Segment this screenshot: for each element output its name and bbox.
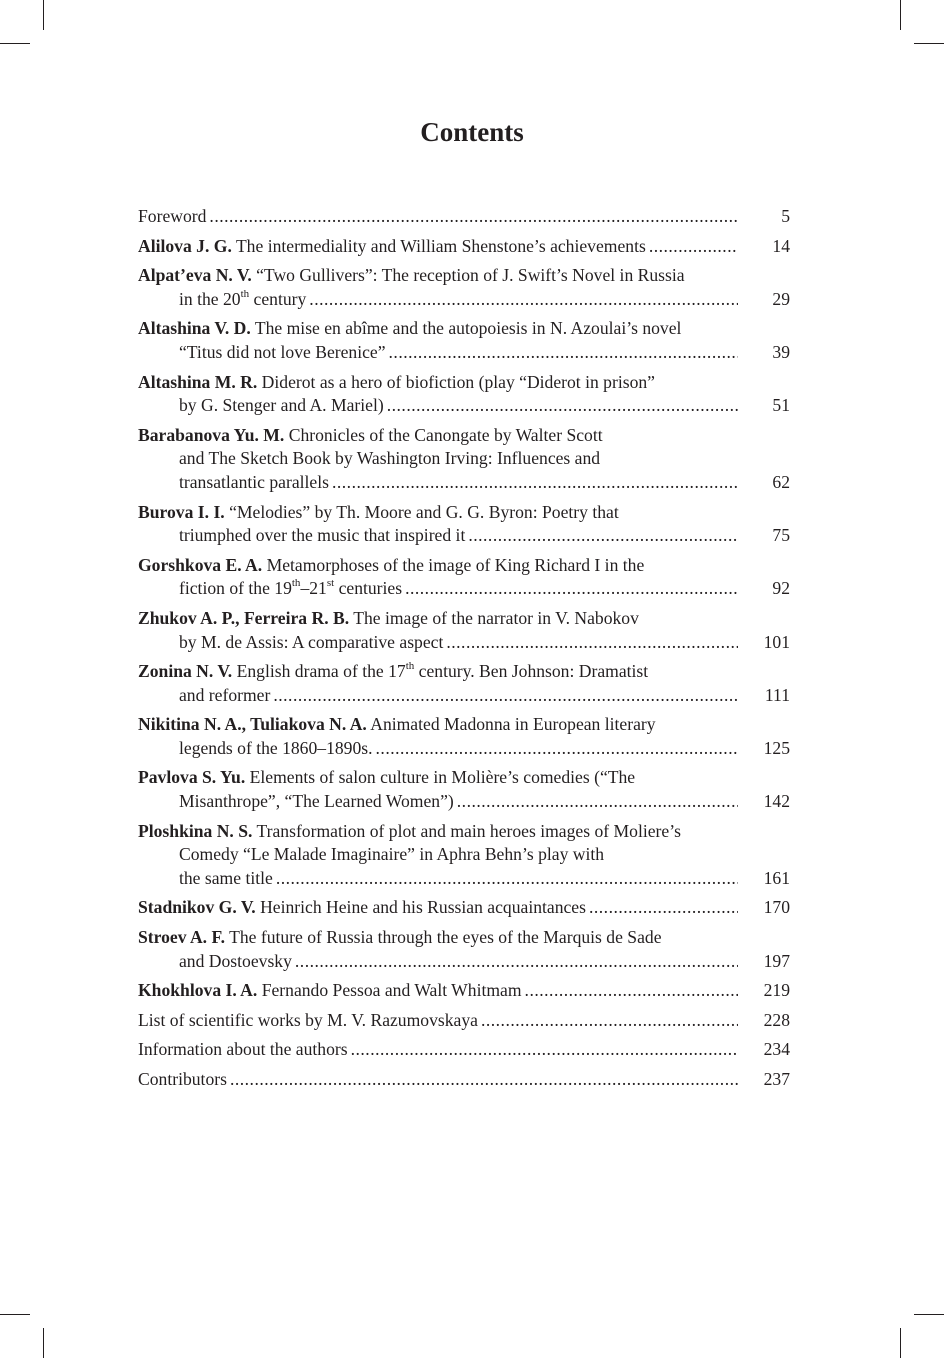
toc-entry-author: Burova I. I.	[138, 501, 225, 522]
toc-entry-title: Diderot as a hero of biofiction (play “Diderot in prison”	[261, 371, 655, 392]
toc-entry[interactable]: Altashina M. R. Diderot as a hero of biofiction (play “Diderot in prison” by G. Stenger and A. Mariel) ..... 51	[138, 371, 790, 418]
toc-entry-author: Khokhlova I. A.	[138, 980, 258, 1001]
toc-entry[interactable]: Gorshkova E. A. Metamorphoses of the image of King Richard I in the fiction of the 19th–21st centuries ..... 92	[138, 554, 790, 601]
toc-page-number: 234	[763, 1039, 790, 1060]
toc-page-number: 197	[763, 950, 790, 971]
toc-page-number: 92	[772, 578, 790, 599]
toc-entry-title: The image of the narrator in V. Nabokov	[353, 607, 639, 628]
crop-mark	[914, 43, 944, 44]
toc-page-number: 237	[763, 1069, 790, 1089]
crop-mark	[0, 1314, 30, 1315]
toc-entry-author: Alpat’eva N. V.	[138, 265, 252, 286]
toc-entry-title: Foreword	[138, 206, 207, 226]
toc-entry[interactable]: Pavlova S. Yu. Elements of salon culture in Molière’s comedies (“The Misanthrope”, “The Learned Women”) ..... 142	[138, 766, 790, 813]
crop-mark	[914, 1314, 944, 1315]
toc-entry-title: The intermediality and William Shenstone’s achievements	[235, 235, 646, 256]
crop-mark	[0, 43, 30, 44]
toc-entry-title: English drama of the 17th century. Ben Johnson: Dramatist	[236, 660, 649, 682]
toc-page-number: 228	[763, 1009, 790, 1030]
toc-entry-title: Information about the authors	[138, 1039, 348, 1060]
toc-entry-title: List of scientific works by M. V. Razumovskaya	[138, 1009, 478, 1030]
toc-entry[interactable]	[138, 1068, 790, 1092]
toc-page-number: 29	[772, 288, 790, 309]
toc-entry[interactable]: Barabanova Yu. M. Chronicles of the Canongate by Walter Scott and The Sketch Book by Washington Irving: Influences and transatlantic parallels ..... 62	[138, 424, 790, 495]
toc-entry-author: Stroev A. F.	[138, 927, 225, 948]
toc-entry-title: Animated Madonna in European literary	[370, 714, 656, 735]
toc-entry[interactable]: Zhukov A. P., Ferreira R. B. The image of the narrator in V. Nabokov by M. de Assis: A comparative aspect ..... 101	[138, 607, 790, 654]
toc-entry-title: “Melodies” by Th. Moore and G. G. Byron: Poetry that	[229, 501, 619, 522]
toc-entry-author: Pavlova S. Yu.	[138, 767, 246, 788]
toc-entry[interactable]: Ploshkina N. S. Transformation of plot and main heroes images of Moliere’s Comedy “Le Malade Imaginaire” in Aphra Behn’s play with the same title ..... 161	[138, 820, 790, 891]
toc-page-number: 111	[764, 684, 790, 705]
toc-entry[interactable]: Burova I. I. “Melodies” by Th. Moore and G. G. Byron: Poetry that triumphed over the music that inspired it ..... 75	[138, 501, 790, 548]
crop-mark	[900, 1328, 901, 1358]
toc-page-number: 219	[763, 980, 790, 1001]
toc-page-number: 62	[772, 471, 790, 492]
toc-entry-title: “Two Gullivers”: The reception of J. Swift’s Novel in Russia	[256, 265, 685, 286]
page-title: Contents	[420, 117, 524, 147]
toc-entry-title: The mise en abîme and the autopoiesis in N. Azoulai’s novel	[254, 318, 682, 339]
toc-page-number: 125	[763, 737, 790, 758]
toc-entry[interactable]	[138, 979, 790, 1003]
toc-page-number: 39	[772, 341, 790, 362]
toc-entry-author: Stadnikov G. V.	[138, 897, 256, 918]
toc-page-number: 75	[772, 525, 790, 546]
toc-page-number: 14	[772, 235, 790, 256]
toc-entry-author: Gorshkova E. A.	[138, 554, 263, 575]
toc-entry-title: Transformation of plot and main heroes images of Moliere’s	[256, 820, 681, 841]
toc-entry-title: Fernando Pessoa and Walt Whitmam	[261, 980, 522, 1001]
toc-entry[interactable]: Zonina N. V. English drama of the 17th century. Ben Johnson: Dramatist and reformer ..... 111	[138, 660, 790, 707]
toc-entry-author: Zonina N. V.	[138, 661, 233, 682]
toc-page-number: 161	[763, 867, 790, 888]
toc-entry[interactable]	[138, 1009, 790, 1033]
toc-page-number: 142	[763, 791, 790, 812]
toc-entry[interactable]	[138, 235, 790, 259]
toc-entry-title: Contributors	[138, 1069, 227, 1089]
toc-entry[interactable]: Stroev A. F. The future of Russia through the eyes of the Marquis de Sade and Dostoevsky ..... 197	[138, 926, 790, 973]
toc-entry[interactable]: Altashina V. D. The mise en abîme and the autopoiesis in N. Azoulai’s novel “Titus did not love Berenice” ..... 39	[138, 317, 790, 364]
toc-entry-author: Altashina M. R.	[138, 371, 258, 392]
toc-page-number: 51	[772, 395, 790, 416]
toc-entry[interactable]	[138, 205, 790, 229]
toc-entry-author: Ploshkina N. S.	[138, 820, 253, 841]
toc-entry-author: Altashina V. D.	[138, 318, 251, 339]
toc-page-number: 5	[781, 206, 790, 226]
toc-entry-title: Heinrich Heine and his Russian acquaintances	[260, 897, 586, 918]
toc-entry-title: The future of Russia through the eyes of the Marquis de Sade	[229, 927, 662, 948]
crop-mark	[43, 1328, 44, 1358]
toc-entry-title: Chronicles of the Canongate by Walter Scott	[288, 424, 603, 445]
toc-entry-author: Zhukov A. P., Ferreira R. B.	[138, 607, 350, 628]
toc-page-number: 101	[763, 631, 790, 652]
toc-entry[interactable]: Alpat’eva N. V. “Two Gullivers”: The reception of J. Swift’s Novel in Russia in the 20th century ..... 29	[138, 264, 790, 311]
toc-entry-author: Alilova J. G.	[138, 235, 232, 256]
crop-mark	[900, 0, 901, 30]
toc-entry[interactable]	[138, 896, 790, 920]
toc-entry[interactable]: Nikitina N. A., Tuliakova N. A. Animated Madonna in European literary legends of the 1860–1890s. ..... 125	[138, 713, 790, 760]
toc-entry-author: Nikitina N. A., Tuliakova N. A.	[138, 714, 367, 735]
toc-page-number: 170	[763, 897, 790, 918]
crop-mark	[43, 0, 44, 30]
toc-entry-author: Barabanova Yu. M.	[138, 424, 285, 445]
table-of-contents	[138, 205, 790, 1098]
toc-entry-title: Elements of salon culture in Molière’s comedies (“The	[249, 767, 636, 788]
toc-entry-title: Metamorphoses of the image of King Richard I in the	[266, 554, 645, 575]
toc-entry[interactable]	[138, 1038, 790, 1062]
